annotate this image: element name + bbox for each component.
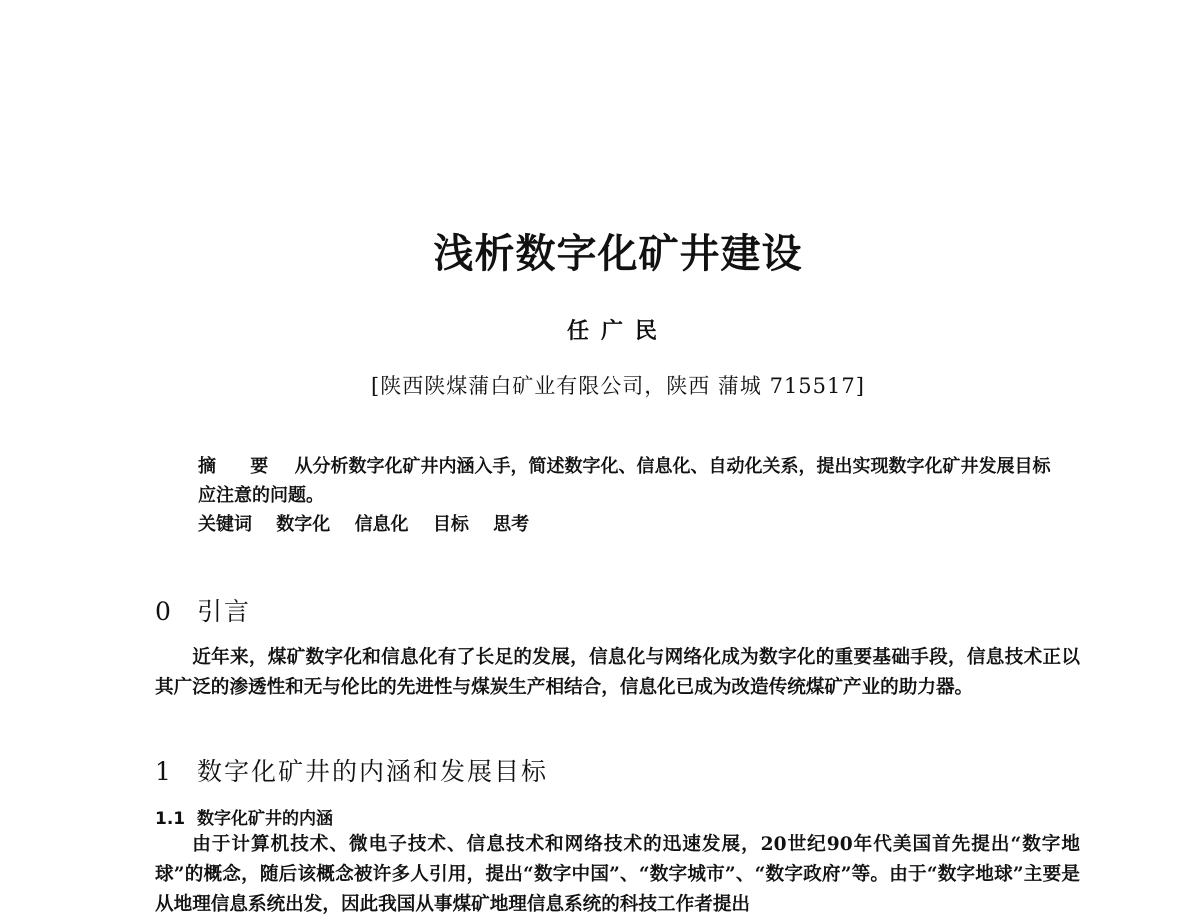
author-affiliation: [陕西陕煤蒲白矿业有限公司，陕西 蒲城 715517]	[371, 374, 865, 398]
abstract-text: 从分析数字化矿井内涵入手，简述数字化、信息化、自动化关系，提出实现数字化矿井发展目标应注意的问题。	[198, 456, 1051, 506]
section-heading-1	[155, 752, 548, 788]
keyword-item: 思考	[493, 514, 530, 535]
section-heading-introduction	[155, 592, 251, 628]
keyword-item: 数字化	[276, 514, 331, 535]
section-title: 数字化矿井的内涵和发展目标	[197, 757, 549, 786]
subsection-1-1-paragraph: 由于计算机技术、微电子技术、信息技术和网络技术的迅速发展，20世纪90年代美国首先提出“数字地球”的概念，随后该概念被许多人引用，提出“数字中国”、“数字城市”、“数字政府”等。由于“数字地球”主要是从地理信息系统出发，因此我国从事煤矿地理信息系统的科技工作者提出	[155, 834, 1080, 915]
author-name: 任广民	[566, 318, 669, 344]
section-number: 0	[155, 597, 173, 626]
subsection-number: 1.1	[155, 809, 186, 829]
keyword-item: 目标	[432, 514, 469, 535]
keyword-item: 信息化	[354, 514, 409, 535]
introduction-paragraph: 近年来，煤矿数字化和信息化有了长足的发展，信息化与网络化成为数字化的重要基础手段，信息技术正以其广泛的渗透性和无与伦比的先进性与煤炭生产相结合，信息化已成为改造传统煤矿产业的助力器。	[155, 647, 1080, 698]
keywords-line	[198, 510, 1058, 539]
subsection-heading-1-1	[155, 804, 333, 829]
paper-title: 浅析数字化矿井建设	[433, 231, 803, 277]
subsection-title: 数字化矿井的内涵	[197, 809, 333, 829]
section-number: 1	[155, 757, 173, 786]
section-title: 引言	[197, 597, 252, 626]
abstract-block	[198, 452, 1058, 539]
abstract-paragraph	[198, 452, 1058, 510]
keywords-label: 关键词	[198, 514, 252, 535]
abstract-label: 摘 要	[198, 456, 283, 477]
